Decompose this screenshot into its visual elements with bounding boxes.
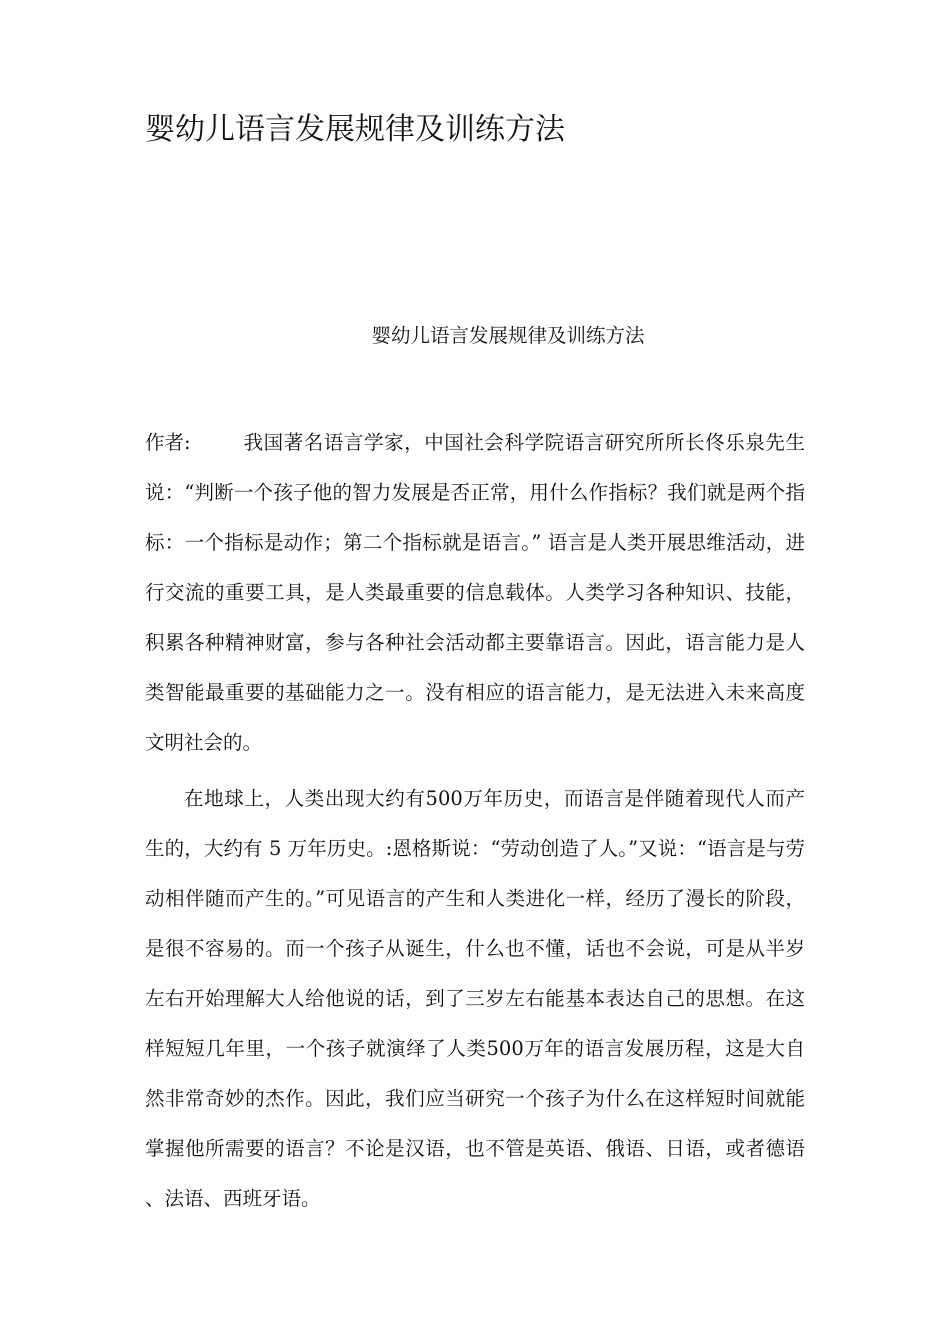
- document-body: [145, 418, 805, 1224]
- author-label: 作者:: [145, 431, 191, 454]
- paragraph-2: 在地球上，人类出现大约有500万年历史，而语言是伴随着现代人而产生的，大约有 5 万年历史。:恩格斯说：“劳动创造了人。”又说：“语言是与劳动相伴随而产生的。”可见语言的产生和人类进化一样，经历了漫长的阶段，是很不容易的。而一个孩子从诞生，什么也不懂，话也不会说，可是从半岁左右开始理解大人给他说的话，到了三岁左右能基本表达自己的思想。在这样短短几年里，一个孩子就演绎了人类500万年的语言发展历程，这是大自然非常奇妙的杰作。因此，我们应当研究一个孩子为什么在这样短时间就能掌握他所需要的语言？不论是汉语，也不管是英语、俄语、日语，或者德语 、法语、西班牙语。: [145, 787, 805, 1210]
- document-subheading: 婴幼儿语言发展规律及训练方法: [371, 324, 645, 347]
- document-heading: 婴幼儿语言发展规律及训练方法: [145, 112, 565, 147]
- paragraph-1: [145, 418, 805, 768]
- paragraph-1-text: 我国著名语言学家，中国社会科学院语言研究所所长佟乐泉先生说：“判断一个孩子他的智力发展是否正常，用什么作指标？我们就是两个指标：一个指标是动作；第二个指标就是语言。” 语言是人类开展思维活动，进行交流的重要工具，是人类最重要的信息载体。人类学习各种知识、技能，积累各种精神财富，参与各种社会活动都主要靠语言。因此，语言能力是人类智能最重要的基础能力之一。没有相应的语言能力，是无法进入未来高度文明社会的。: [145, 431, 805, 754]
